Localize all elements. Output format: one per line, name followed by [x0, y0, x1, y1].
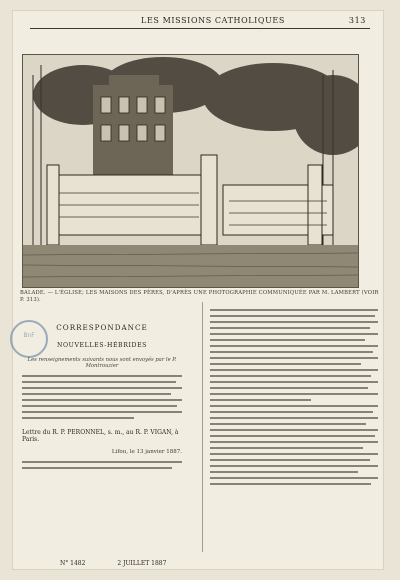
text-line	[210, 321, 378, 323]
right-column	[210, 303, 378, 489]
letter-date: Lifou, le 13 janvier 1887.	[111, 449, 182, 455]
section-note: Les renseignements suivants nous sont envoyés par le P. Montrouzier	[27, 357, 177, 369]
body-text-block	[210, 309, 378, 485]
text-line	[210, 393, 378, 395]
text-line	[210, 363, 361, 365]
text-line	[210, 381, 378, 383]
text-line	[210, 387, 368, 389]
text-line	[22, 417, 134, 419]
text-line	[22, 375, 182, 377]
text-line	[210, 333, 378, 335]
section-subtitle: NOUVELLES-HÉBRIDES	[56, 342, 148, 349]
text-line	[210, 441, 378, 443]
header-rule	[30, 28, 370, 29]
stamp-text: BnF	[23, 332, 35, 339]
text-line	[210, 477, 378, 479]
figure-caption: BALADE. — L'ÉGLISE; LES MAISONS DES PÈRES, D'APRÈS UNE PHOTOGRAPHIE COMMUNIQUÉE PAR M. LAMBERT (VOIR P. 313).	[20, 290, 379, 303]
text-line	[22, 387, 182, 389]
text-line	[210, 351, 373, 353]
page-header	[30, 14, 366, 28]
text-line	[22, 393, 171, 395]
issue-number: N° 1482	[60, 560, 86, 567]
text-line	[210, 483, 371, 485]
text-line	[22, 405, 177, 407]
text-line	[210, 315, 375, 317]
text-line	[22, 411, 182, 413]
body-text-block	[22, 375, 182, 419]
left-column	[22, 303, 182, 473]
page-number: 313	[348, 16, 366, 25]
text-line	[22, 381, 176, 383]
text-line	[210, 309, 378, 311]
letter-heading: Lettre du R. P. PERONNEL, s. m., au R. P. VIGAN, à Paris.	[22, 429, 179, 443]
text-line	[210, 399, 311, 401]
text-line	[22, 399, 182, 401]
text-line	[210, 465, 378, 467]
text-line	[210, 423, 366, 425]
running-title: LES MISSIONS CATHOLIQUES	[141, 16, 285, 25]
text-line	[210, 417, 378, 419]
text-line	[210, 471, 358, 473]
text-line	[210, 411, 373, 413]
issue-date: 2 JUILLET 1887	[117, 560, 167, 567]
text-line	[210, 453, 378, 455]
text-line	[22, 467, 172, 469]
text-line	[210, 429, 378, 431]
text-line	[210, 405, 378, 407]
text-line	[210, 435, 375, 437]
engraving-illustration	[22, 54, 359, 288]
text-line	[210, 345, 378, 347]
text-line	[210, 327, 370, 329]
text-line	[22, 461, 182, 463]
text-line	[210, 447, 363, 449]
column-divider	[202, 302, 203, 552]
section-title: CORRESPONDANCE	[56, 323, 148, 332]
body-text-block	[22, 461, 182, 469]
text-line	[210, 459, 370, 461]
page-footer	[60, 560, 166, 567]
text-line	[210, 339, 365, 341]
text-line	[210, 357, 378, 359]
text-line	[210, 375, 371, 377]
text-line	[210, 369, 378, 371]
